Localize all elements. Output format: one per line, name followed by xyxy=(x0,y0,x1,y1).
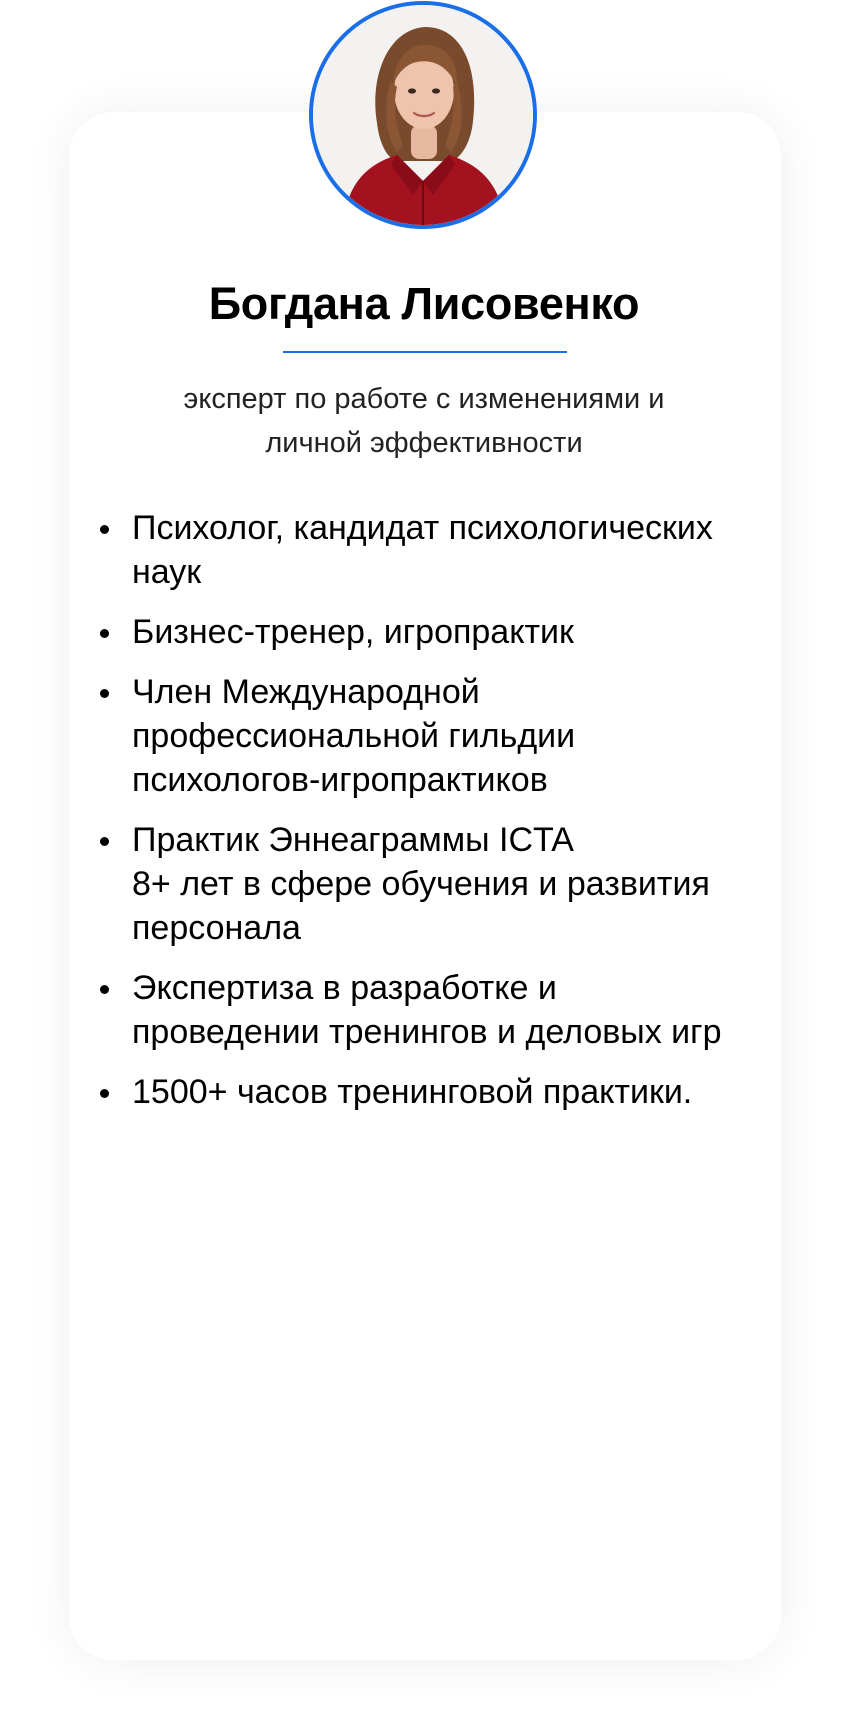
bullet-icon xyxy=(100,985,109,994)
fact-line: наук xyxy=(132,553,202,591)
fact-line: Психолог, кандидат психологических xyxy=(132,509,713,547)
fact-item xyxy=(93,506,793,594)
fact-line: профессиональной гильдии xyxy=(132,717,576,755)
fact-line: 1500+ часов тренинговой практики. xyxy=(132,1073,693,1111)
fact-item xyxy=(93,818,793,950)
fact-line: проведении тренингов и деловых игр xyxy=(132,1013,722,1051)
bullet-icon xyxy=(100,629,109,638)
bullet-icon xyxy=(100,525,109,534)
expert-photo xyxy=(309,1,537,229)
expert-name: Богдана Лисовенко xyxy=(208,278,640,329)
bullet-icon xyxy=(100,837,109,846)
fact-line: Экспертиза в разработке и xyxy=(132,969,557,1007)
bullet-icon xyxy=(100,689,109,698)
subtitle-line: эксперт по работе с изменениями и xyxy=(183,383,665,415)
subtitle-line: личной эффективности xyxy=(265,427,583,459)
fact-item xyxy=(93,610,793,654)
fact-line: психологов-игропрактиков xyxy=(132,761,548,799)
bullet-icon xyxy=(100,1089,109,1098)
fact-item xyxy=(93,1070,793,1114)
title-divider xyxy=(283,351,567,353)
fact-item xyxy=(93,670,793,802)
expert-facts-list xyxy=(93,506,793,1130)
person-portrait-icon xyxy=(313,5,533,225)
fact-line: Практик Эннеаграммы ICTA xyxy=(132,821,574,859)
fact-line: 8+ лет в сфере обучения и развития xyxy=(132,865,710,903)
expert-subtitle xyxy=(0,377,848,465)
fact-line: Член Международной xyxy=(132,673,480,711)
fact-line: персонала xyxy=(132,909,301,947)
fact-item xyxy=(93,966,793,1054)
fact-line: Бизнес-тренер, игропрактик xyxy=(132,613,574,651)
